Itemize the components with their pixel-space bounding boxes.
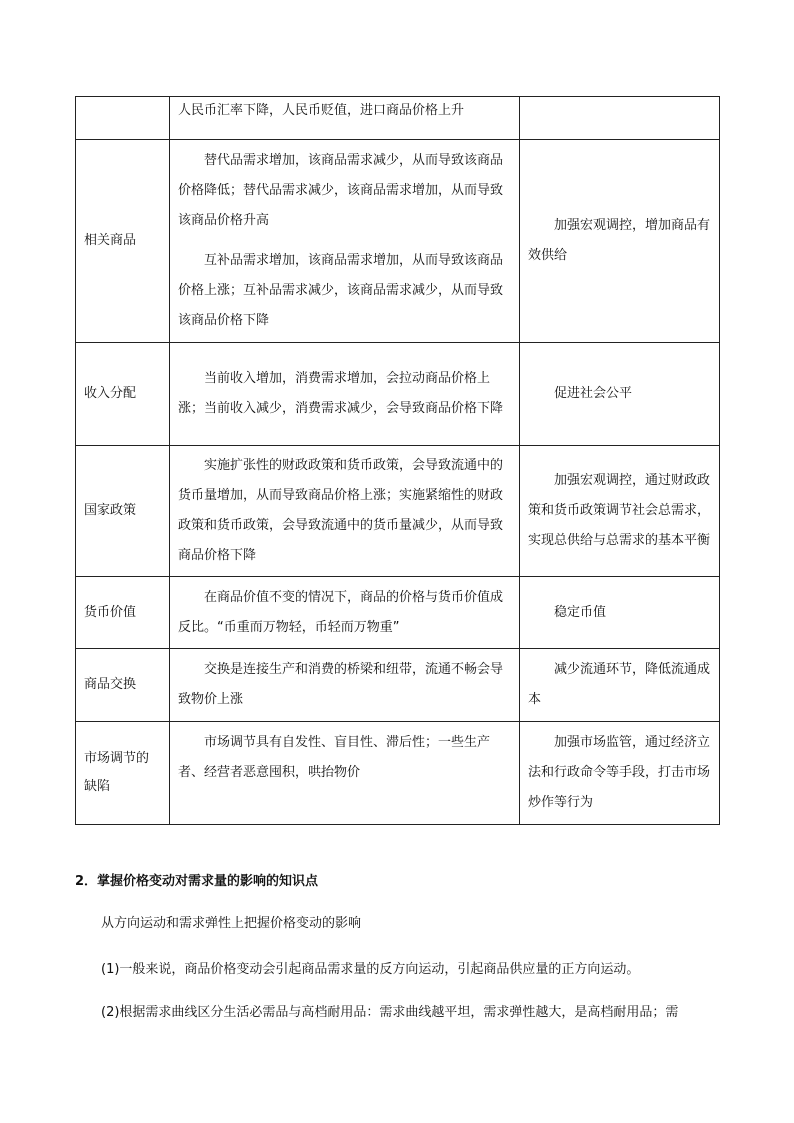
impact-text: 人民币汇率下降，人民币贬值，进口商品价格上升 bbox=[178, 103, 465, 118]
point-2: (2)根据需求曲线区分生活必需品与高档耐用品：需求曲线越平坦，需求弹性越大，是高档耐用品；需 bbox=[101, 1005, 679, 1020]
impact-cell bbox=[170, 649, 520, 722]
measure-cell bbox=[520, 140, 720, 343]
impact-text: 替代品需求增加，该商品需求减少，从而导致该商品价格降低；替代品需求减少，该商品需求增加，从而导致该商品价格升高 bbox=[178, 153, 504, 228]
measure-text: 稳定币值 bbox=[554, 604, 607, 620]
measure-text: 促进社会公平 bbox=[554, 386, 633, 401]
measure-text: 加强市场监管，通过经济立法和行政命令等手段，打击市场炒作等行为 bbox=[528, 735, 711, 810]
impact-text: 实施扩张性的财政政策和货币政策，会导致流通中的货币量增加，从而导致商品价格上涨；实施紧缩性的财政政策和货币政策，会导致流通中的货币量减少，从而导致商品价格下降 bbox=[178, 458, 504, 563]
measure-cell bbox=[520, 649, 720, 722]
measure-text: 加强宏观调控，通过财政政策和货币政策调节社会总需求，实现总供给与总需求的基本平衡 bbox=[528, 473, 711, 548]
impact-text: 当前收入增加，消费需求增加，会拉动商品价格上涨；当前收入减少，消费需求减少，会导致商品价格下降 bbox=[178, 371, 504, 416]
impact-cell bbox=[170, 140, 520, 343]
measure-cell bbox=[520, 343, 720, 446]
impact-cell bbox=[170, 97, 520, 140]
measure-cell bbox=[520, 722, 720, 825]
impact-cell bbox=[170, 722, 520, 825]
factor-cell: 货币价值 bbox=[76, 577, 170, 649]
table-row bbox=[76, 577, 720, 649]
table-row bbox=[76, 446, 720, 577]
measure-cell bbox=[520, 577, 720, 649]
impact-text: 市场调节具有自发性、盲目性、滞后性；一些生产者、经营者恶意囤积，哄抬物价 bbox=[178, 735, 491, 780]
table-row bbox=[76, 722, 720, 825]
factor-cell: 商品交换 bbox=[76, 649, 170, 722]
factor-cell: 收入分配 bbox=[76, 343, 170, 446]
impact-cell bbox=[170, 577, 520, 649]
table-row bbox=[76, 343, 720, 446]
factor-cell bbox=[76, 97, 170, 140]
price-factors-table bbox=[75, 96, 720, 825]
impact-cell bbox=[170, 446, 520, 577]
measure-text: 加强宏观调控，增加商品有效供给 bbox=[528, 218, 711, 263]
table-row bbox=[76, 649, 720, 722]
impact-text: 互补品需求增加，该商品需求增加，从而导致该商品价格上涨；互补品需求减少，该商品需求减少，从而导致该商品价格下降 bbox=[178, 253, 504, 328]
factor-cell: 相关商品 bbox=[76, 140, 170, 343]
table-row bbox=[76, 97, 720, 140]
section-intro: 从方向运动和需求弹性上把握价格变动的影响 bbox=[101, 916, 362, 931]
impact-text: 交换是连接生产和消费的桥梁和纽带，流通不畅会导致物价上涨 bbox=[178, 662, 504, 707]
measure-cell bbox=[520, 446, 720, 577]
measure-text: 减少流通环节，降低流通成本 bbox=[528, 662, 711, 707]
impact-text: 在商品价值不变的情况下，商品的价格与货币价值成反比。“币重而万物轻，币轻而万物重” bbox=[178, 589, 504, 635]
section-heading: 2．掌握价格变动对需求量的影响的知识点 bbox=[75, 874, 319, 889]
impact-cell bbox=[170, 343, 520, 446]
factor-cell: 国家政策 bbox=[76, 446, 170, 577]
table-row bbox=[76, 140, 720, 343]
factor-cell: 市场调节的缺陷 bbox=[76, 722, 170, 825]
point-1: (1)一般来说，商品价格变动会引起商品需求量的反方向运动，引起商品供应量的正方向运动。 bbox=[101, 962, 640, 977]
measure-cell bbox=[520, 97, 720, 140]
